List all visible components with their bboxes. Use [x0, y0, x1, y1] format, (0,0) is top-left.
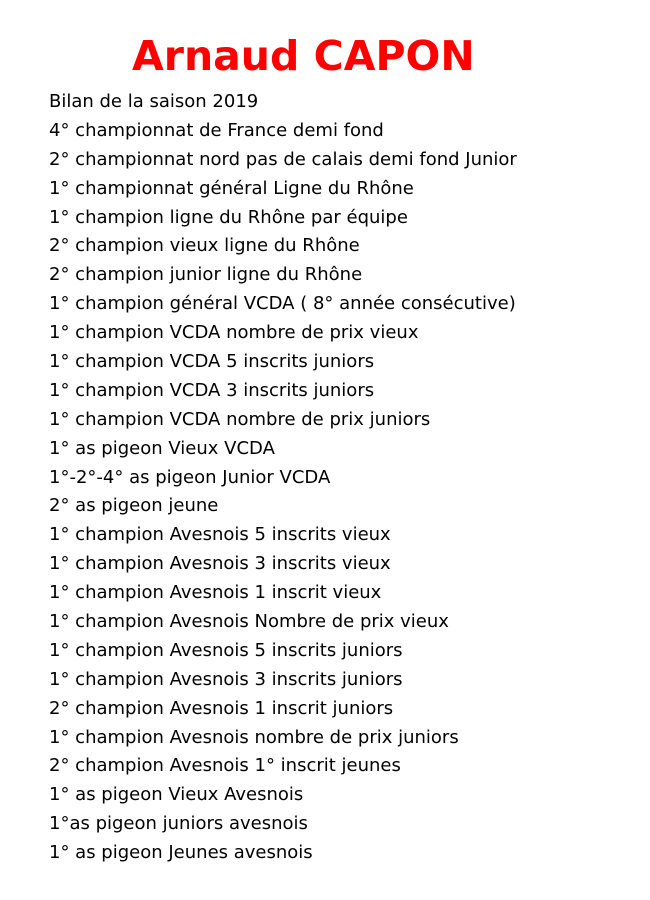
list-item: 2° champion vieux ligne du Rhône: [49, 235, 360, 257]
list-item: 1° as pigeon Jeunes avesnois: [49, 842, 313, 864]
list-item: 2° champion Avesnois 1° inscrit jeunes: [49, 755, 401, 777]
list-item: 4° championnat de France demi fond: [49, 119, 384, 141]
list-item: 1° as pigeon Vieux Avesnois: [49, 784, 304, 806]
list-item: 1° champion Avesnois 1 inscrit vieux: [49, 582, 382, 604]
list-item: 1° champion Avesnois 3 inscrits vieux: [49, 553, 391, 575]
season-heading: Bilan de la saison 2019: [49, 91, 259, 112]
list-item: 1° champion Avesnois 5 inscrits vieux: [49, 524, 391, 546]
list-item: 1° champion Avesnois Nombre de prix vieux: [49, 611, 449, 633]
list-item: 1° champion VCDA 5 inscrits juniors: [49, 351, 375, 373]
page-title: Arnaud CAPON: [132, 32, 475, 80]
list-item: 1° champion Avesnois nombre de prix juniors: [49, 726, 459, 748]
list-item: 1°as pigeon juniors avesnois: [49, 813, 308, 835]
list-item: 1°-2°-4° as pigeon Junior VCDA: [49, 466, 331, 488]
list-item: 2° champion Avesnois 1 inscrit juniors: [49, 697, 394, 719]
list-item: 2° championnat nord pas de calais demi fond Junior: [49, 148, 517, 170]
list-item: 1° champion Avesnois 3 inscrits juniors: [49, 668, 403, 690]
list-item: 1° champion ligne du Rhône par équipe: [49, 206, 408, 228]
results-list: [49, 88, 517, 868]
list-item: 1° champion VCDA nombre de prix vieux: [49, 322, 419, 344]
list-item: 2° champion junior ligne du Rhône: [49, 264, 363, 286]
list-item: 1° championnat général Ligne du Rhône: [49, 177, 414, 199]
list-item: 1° champion VCDA 3 inscrits juniors: [49, 379, 375, 401]
list-item: 1° as pigeon Vieux VCDA: [49, 437, 275, 459]
list-item: 1° champion Avesnois 5 inscrits juniors: [49, 639, 403, 661]
list-item: 1° champion général VCDA ( 8° année consécutive): [49, 293, 516, 315]
list-item: 1° champion VCDA nombre de prix juniors: [49, 408, 431, 430]
list-item: 2° as pigeon jeune: [49, 495, 219, 517]
